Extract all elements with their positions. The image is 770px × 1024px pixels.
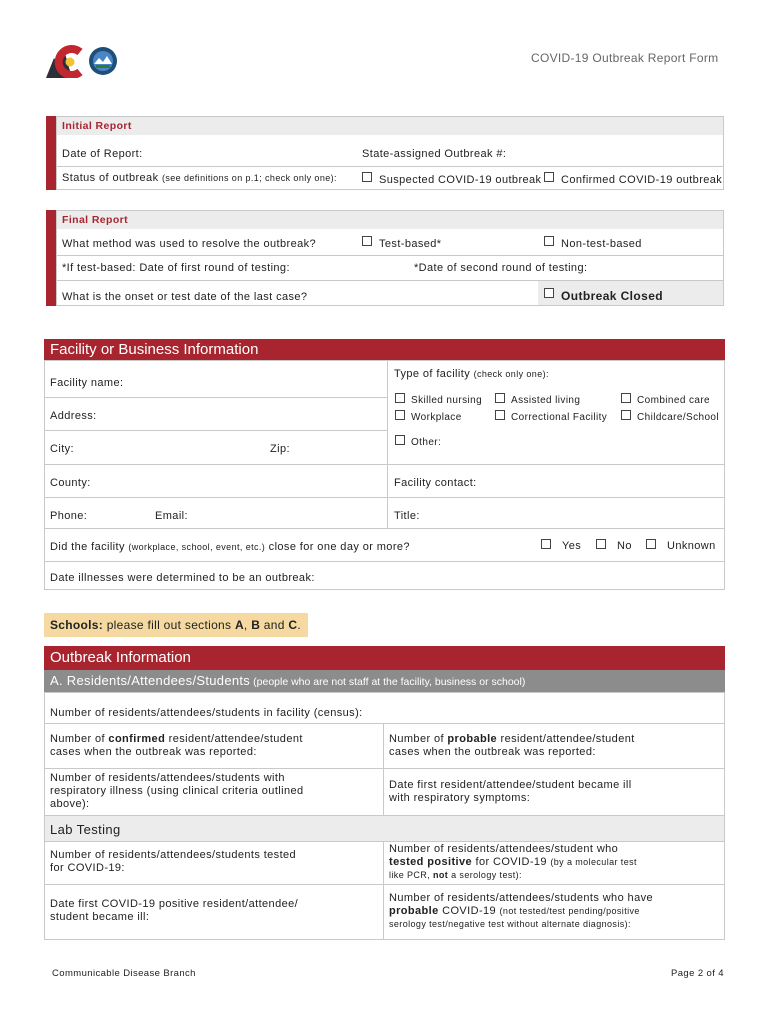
outbreak-closed-checkbox[interactable]: [544, 288, 554, 298]
first-positive-label: Date first COVID-19 positive resident/attendee/ student became ill:: [50, 898, 299, 923]
county-label: County:: [50, 477, 91, 489]
lab-testing-header: [45, 815, 724, 841]
non-test-based-label: Non-test-based: [561, 238, 642, 250]
skilled-nursing-checkbox[interactable]: [395, 393, 405, 403]
method-question: What method was used to resolve the outbreak?: [62, 238, 317, 250]
test-based-checkbox[interactable]: [362, 236, 372, 246]
assisted-living-checkbox[interactable]: [495, 393, 505, 403]
state-outbreak-label: State-assigned Outbreak #:: [362, 148, 507, 160]
status-label: Status of outbreak (see definitions on p.1; check only one):: [62, 172, 337, 184]
childcare-label: Childcare/School: [637, 412, 719, 423]
form-title: COVID-19 Outbreak Report Form: [531, 51, 719, 65]
close-unknown-label: Unknown: [667, 540, 716, 552]
title-label: Title:: [394, 510, 420, 522]
close-no-checkbox[interactable]: [596, 539, 606, 549]
phone-label: Phone:: [50, 510, 88, 522]
address-label: Address:: [50, 410, 97, 422]
final-report-bar: [46, 210, 56, 306]
confirmed-cases-label: Number of confirmed resident/attendee/student cases when the outbreak was reported:: [50, 733, 303, 758]
initial-report-bar: [46, 116, 56, 190]
close-no-label: No: [617, 540, 632, 552]
assisted-living-label: Assisted living: [511, 395, 581, 406]
type-of-facility-label: Type of facility (check only one):: [394, 368, 549, 380]
close-yes-checkbox[interactable]: [541, 539, 551, 549]
facility-name-label: Facility name:: [50, 377, 124, 389]
zip-label: Zip:: [270, 443, 290, 455]
correctional-checkbox[interactable]: [495, 410, 505, 420]
section-a-header: A. Residents/Attendees/Students (people who are not staff at the facility, business or school): [44, 670, 725, 692]
probable-covid-label: Number of residents/attendees/students who have probable COVID-19 (not tested/test pending/positive serology test/negative test without alternate diagnosis):: [389, 892, 654, 929]
suspected-checkbox[interactable]: [362, 172, 372, 182]
non-test-based-checkbox[interactable]: [544, 236, 554, 246]
tested-label: Number of residents/attendees/students tested for COVID-19:: [50, 849, 297, 874]
respiratory-illness-label: Number of residents/attendees/students with respiratory illness (using clinical criteria outlined above):: [50, 772, 304, 810]
initial-report-heading: Initial Report: [62, 120, 132, 132]
tested-positive-label: Number of residents/attendees/student who tested positive for COVID-19 (by a molecular test like PCR, not a serology test):: [389, 843, 637, 880]
email-label: Email:: [155, 510, 188, 522]
facility-section-heading: Facility or Business Information: [44, 339, 725, 361]
close-question: Did the facility (workplace, school, event, etc.) close for one day or more?: [50, 541, 410, 553]
childcare-checkbox[interactable]: [621, 410, 631, 420]
first-ill-label: Date first resident/attendee/student became ill with respiratory symptoms:: [389, 779, 632, 804]
other-label: Other:: [411, 437, 442, 448]
probable-cases-label: Number of probable resident/attendee/student cases when the outbreak was reported:: [389, 733, 635, 758]
skilled-nursing-label: Skilled nursing: [411, 395, 483, 406]
date-of-report-label: Date of Report:: [62, 148, 143, 160]
close-unknown-checkbox[interactable]: [646, 539, 656, 549]
schools-note: Schools: please fill out sections A, B and C.: [44, 613, 308, 637]
correctional-label: Correctional Facility: [511, 412, 608, 423]
date-outbreak-label: Date illnesses were determined to be an outbreak:: [50, 572, 315, 584]
census-label: Number of residents/attendees/students in facility (census):: [50, 707, 363, 719]
facility-contact-label: Facility contact:: [394, 477, 477, 489]
final-report-heading: Final Report: [62, 214, 129, 226]
other-checkbox[interactable]: [395, 435, 405, 445]
outbreak-closed-label: Outbreak Closed: [561, 289, 664, 303]
confirmed-checkbox[interactable]: [544, 172, 554, 182]
footer-page: Page 2 of 4: [671, 968, 724, 979]
footer-branch: Communicable Disease Branch: [52, 968, 196, 979]
cdphe-seal: [88, 46, 118, 76]
onset-question: What is the onset or test date of the last case?: [62, 291, 308, 303]
confirmed-label: Confirmed COVID-19 outbreak: [561, 174, 723, 186]
test-based-label: Test-based*: [379, 238, 442, 250]
colorado-logo: [46, 44, 88, 78]
combined-care-checkbox[interactable]: [621, 393, 631, 403]
city-label: City:: [50, 443, 74, 455]
workplace-label: Workplace: [411, 412, 462, 423]
suspected-label: Suspected COVID-19 outbreak: [379, 174, 542, 186]
lab-testing-heading: Lab Testing: [50, 822, 121, 837]
first-round-label: *If test-based: Date of first round of testing:: [62, 262, 290, 274]
close-yes-label: Yes: [562, 540, 582, 552]
second-round-label: *Date of second round of testing:: [414, 262, 588, 274]
workplace-checkbox[interactable]: [395, 410, 405, 420]
combined-care-label: Combined care: [637, 395, 711, 406]
outbreak-section-heading: Outbreak Information: [44, 646, 725, 670]
